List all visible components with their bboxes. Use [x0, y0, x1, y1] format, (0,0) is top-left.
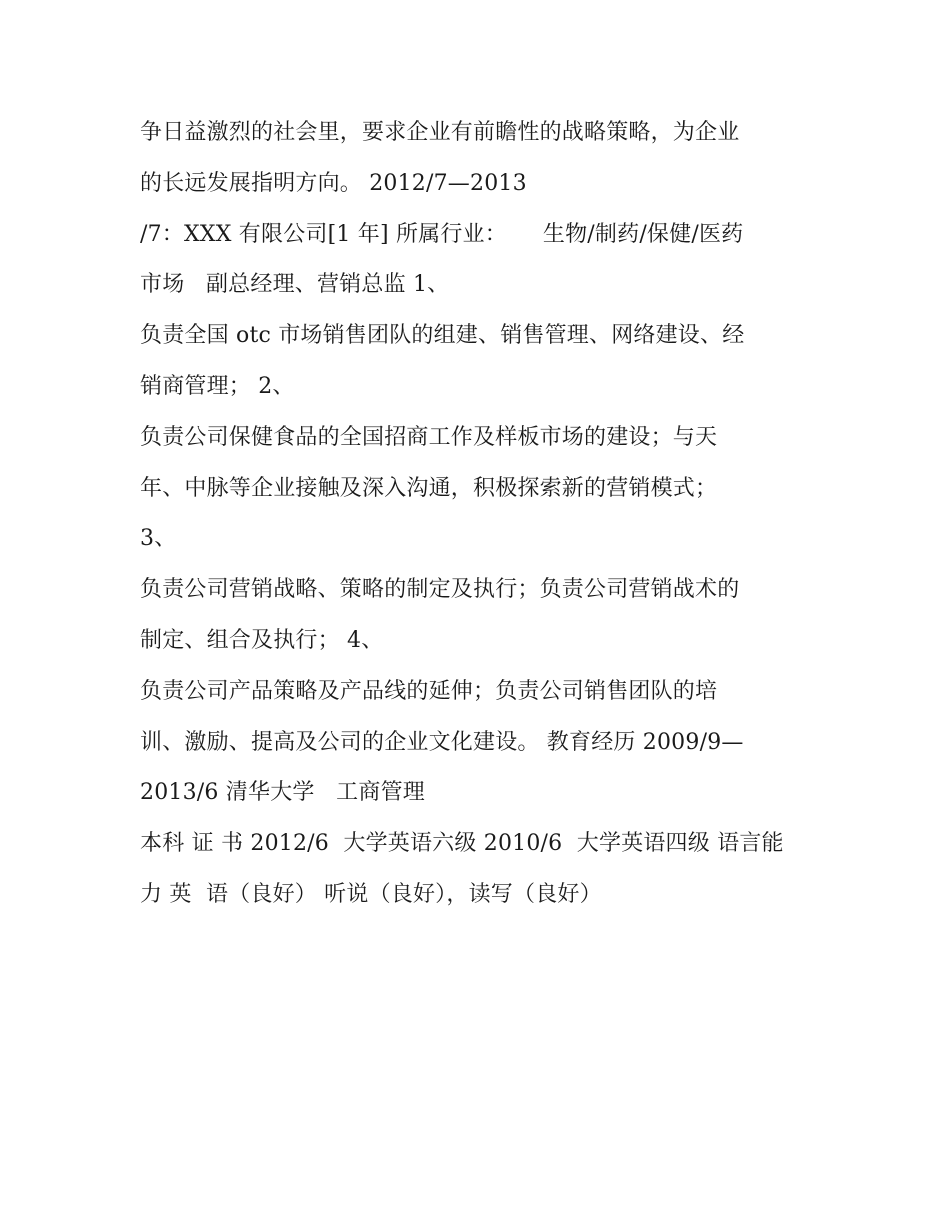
text-line: 负责全国 otc 市场销售团队的组建、销售管理、网络建设、经 [140, 323, 745, 349]
text-line: 力 英 语（良好） 听说（良好），读写（良好） [140, 881, 602, 907]
text-line: 销商管理； 2、 [140, 373, 295, 399]
text-line: 训、激励、提高及公司的企业文化建设。 教育经历 2009/9— [140, 729, 744, 755]
text-line: /7：XXX 有限公司[1 年] 所属行业： 生物/制药/保健/医药 [140, 221, 744, 247]
text-line: 负责公司产品策略及产品线的延伸；负责公司销售团队的培 [140, 678, 718, 704]
resume-text-block [140, 108, 830, 921]
text-line: 3、 [140, 526, 177, 552]
text-line: 2013/6 清华大学 工商管理 [140, 780, 425, 806]
text-line: 制定、组合及执行； 4、 [140, 627, 384, 653]
text-line: 负责公司保健食品的全国招商工作及样板市场的建设；与天 [140, 424, 718, 450]
text-line: 负责公司营销战略、策略的制定及执行；负责公司营销战术的 [140, 577, 740, 603]
text-line: 争日益激烈的社会里，要求企业有前瞻性的战略策略，为企业 [140, 120, 740, 145]
text-line: 市场 副总经理、营销总监 1、 [140, 272, 450, 298]
text-line: 本科 证 书 2012/6 大学英语六级 2010/6 大学英语四级 语言能 [140, 831, 784, 857]
text-line: 年、中脉等企业接触及深入沟通，积极探索新的营销模式； [140, 475, 718, 501]
text-line: 的长远发展指明方向。 2012/7—2013 [140, 170, 527, 196]
